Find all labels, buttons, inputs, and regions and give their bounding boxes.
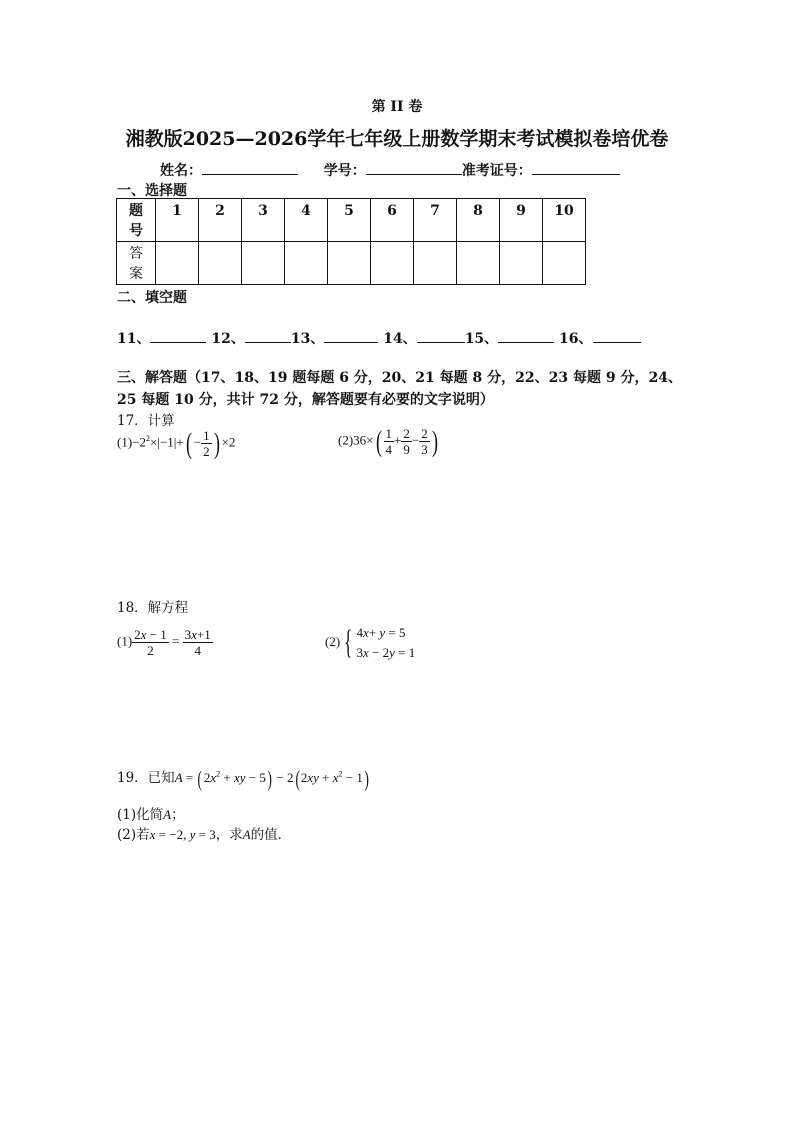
fill-blank[interactable]	[498, 330, 554, 343]
answer-cell[interactable]	[242, 242, 285, 285]
ticket-blank[interactable]	[532, 160, 620, 175]
table-cell: 8	[457, 199, 500, 242]
student-info-row	[160, 160, 620, 180]
name-label: 姓名：	[160, 163, 202, 179]
answer-cell[interactable]	[199, 242, 242, 285]
q19-statement: 19．已知$A = (2x^2$ + xy − $5) - 2(2xy + x^2 - 1)$	[117, 766, 369, 791]
fill-blank[interactable]	[324, 330, 378, 343]
fill-blank[interactable]	[417, 330, 465, 343]
fill-item-label: 12、	[211, 331, 245, 347]
answer-cell[interactable]	[414, 242, 457, 285]
q17-part1: $(1)-2^2\times|-1|+$( − $\frac{1}{2}$ ) ×2	[117, 426, 236, 460]
section-1-title: 一、选择题	[117, 183, 187, 199]
fill-blank[interactable]	[245, 330, 291, 343]
fill-item-label: 13、	[290, 331, 325, 347]
q18-part2: (2) { 4x+ y = 5 3x − 2y = 1	[325, 624, 416, 661]
answer-cell[interactable]	[500, 242, 543, 285]
answer-cell[interactable]	[156, 242, 199, 285]
table-cell: 9	[500, 199, 543, 242]
fill-blank-row	[117, 328, 641, 348]
q18-part1: (1) $\frac{2x - 1}{2}$ = $\frac{3x+1}{4}$	[117, 627, 211, 658]
table-cell: 1	[156, 199, 199, 242]
table-cell: 6	[371, 199, 414, 242]
table-cell: 10	[543, 199, 586, 242]
name-blank[interactable]	[202, 160, 298, 175]
part-label: 第 II 卷	[371, 99, 423, 115]
table-row	[117, 199, 586, 242]
table-cell: 2	[199, 199, 242, 242]
answer-header-cell: 答 案	[117, 242, 156, 285]
fill-blank[interactable]	[593, 330, 641, 343]
table-row	[117, 242, 586, 285]
answer-table	[116, 198, 586, 285]
answer-cell[interactable]	[371, 242, 414, 285]
answer-cell[interactable]	[543, 242, 586, 285]
table-cell: 7	[414, 199, 457, 242]
table-cell: 5	[328, 199, 371, 242]
ticket-label: 准考证号：	[461, 163, 532, 179]
q19-sub1: (1)化简A；	[117, 807, 185, 823]
table-cell: 4	[285, 199, 328, 242]
q17-title: 17．计算	[117, 413, 175, 429]
student-id-label: 学号：	[323, 163, 366, 179]
answer-cell[interactable]	[328, 242, 371, 285]
question-header-cell: 题 号	[117, 199, 156, 242]
fill-item-label: 16、	[559, 331, 593, 347]
exam-title: 湘教版2025—2026学年七年级上册数学期末考试模拟卷培优卷	[125, 128, 669, 150]
table-cell: 3	[242, 199, 285, 242]
answer-cell[interactable]	[285, 242, 328, 285]
section-2-title: 二、填空题	[117, 290, 187, 306]
section-3-title: 三、解答题（17、18、19 题每题 6 分，20、21 每题 8 分，22、23 每题 9 分，24、 25 每题 10 分，共计 72 分，解答题要有必要的文字说明）	[117, 370, 682, 408]
q17-part2: (2)36×( $\frac{1}{4}$ + $\frac{2}{9}$ − $\frac{2}{3}$ )	[338, 424, 438, 458]
fill-item-label: 14、	[383, 331, 417, 347]
fill-item-label: 11、	[117, 331, 151, 347]
answer-cell[interactable]	[457, 242, 500, 285]
student-id-blank[interactable]	[366, 160, 462, 175]
q19-sub2: (2)若x = −2, y = 3，求A的值．	[117, 827, 292, 843]
q18-title: 18．解方程	[117, 600, 189, 616]
fill-item-label: 15、	[464, 331, 499, 347]
fill-blank[interactable]	[150, 330, 206, 343]
